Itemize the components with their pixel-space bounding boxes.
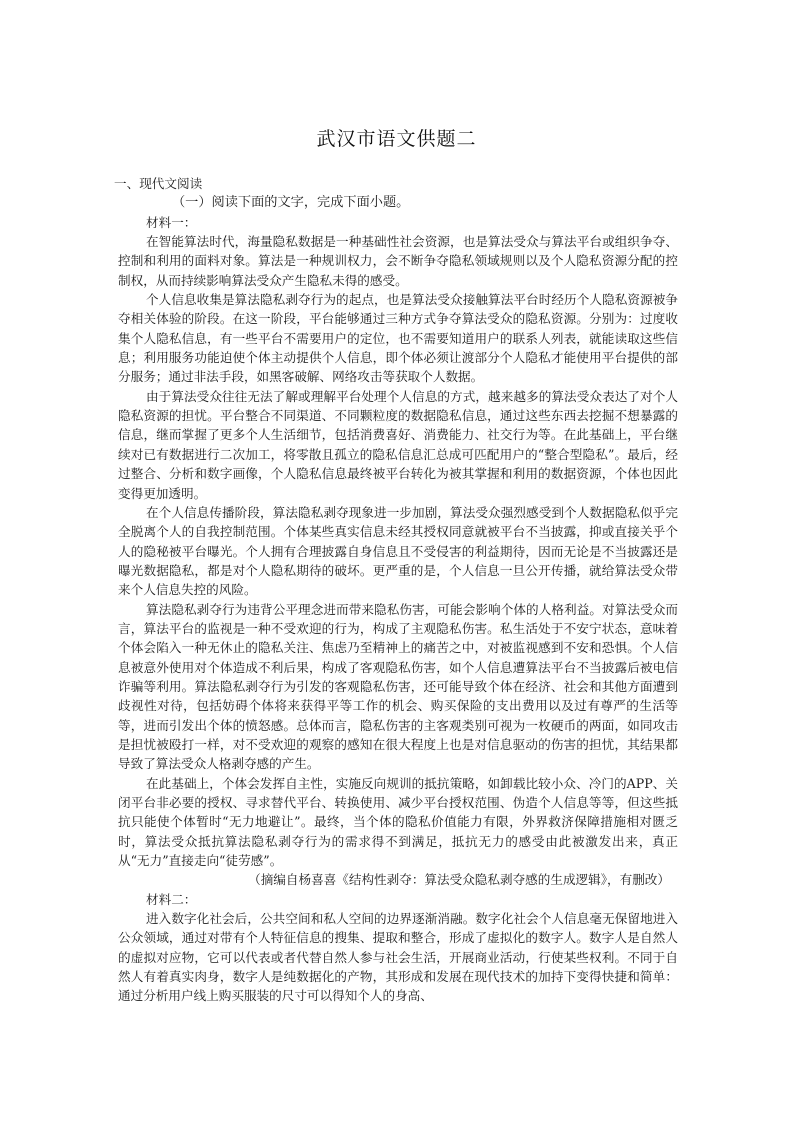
material-two-label: 材料二： [146,891,197,907]
document-body [114,174,678,1006]
material-one-paragraph: 在智能算法时代，海量隐私数据是一种基础性社会资源，也是算法受众与算法平台或组织争夺、控制和利用的面料对象。算法是一种规训权力，会不断争夺隐私领域规则以及个人隐私资源分配的控制权，从而持续影响算法受众产生隐私未得的感受。 [118,234,678,288]
document-title: 武汉市语文供题二 [316,128,477,150]
section-heading-modern-reading: 一、现代文阅读 [114,176,203,191]
material-one-source: （摘编自杨喜喜《结构性剥夺：算法受众隐私剥夺感的生成逻辑》，有删改） [248,872,670,888]
material-one-paragraph: 在此基础上，个体会发挥自主性，实施反向规训的抵抗策略，如卸载比较小众、冷门的APP、关闭平台非必要的授权、寻求替代平台、转换使用、减少平台授权范围、伪造个人信息等等，但这些抵抗只能使个体暂时“无力地避让”。最终，当个体的隐私价值能力有限，外界救济保障措施相对匮乏时，算法受众抵抗算法隐私剥夺行为的需求得不到满足，抵抗无力的感受由此被激发出来，真正从“无力”直接走向“徒劳感”。 [118,775,678,869]
material-one-label: 材料一： [146,214,197,230]
material-one-paragraph: 由于算法受众往往无法了解或理解平台处理个人信息的方式，越来越多的算法受众表达了对个人隐私资源的担忧。平台整合不同渠道、不同颗粒度的数据隐私信息，通过这些东西去挖掘不想暴露的信息，继而掌握了更多个人生活细节，包括消费喜好、消费能力、社交行为等。在此基础上，平台继续对已有数据进行二次加工，将零散且孤立的隐私信息汇总成可匹配用户的“整合型隐私”。最后，经过整合、分析和数字画像，个人隐私信息最终被平台转化为被其掌握和利用的数据资源，个体也因此变得更加透明。 [118,388,678,501]
subsection-heading: （一）阅读下面的文字，完成下面小题。 [172,195,410,211]
material-one-paragraph: 在个人信息传播阶段，算法隐私剥夺现象进一步加剧，算法受众强烈感受到个人数据隐私似乎完全脱离个人的自我控制范围。个体某些真实信息未经其授权同意就被平台不当披露，抑或直接关乎个人的隐秘被平台曝光。个人拥有合理披露自身信息且不受侵害的利益期待，因而无论是不当披露还是曝光数据隐私，都是对个人隐私期待的破坏。更严重的是，个人信息一旦公开传播，就给算法受众带来个人信息失控的风险。 [118,504,678,598]
material-two-paragraph: 进入数字化社会后，公共空间和私人空间的边界逐渐消融。数字化社会个人信息毫无保留地进入公众领域，通过对带有个人特征信息的搜集、提取和整合，形成了虚拟化的数字人。数字人是自然人的虚拟对应物，它可以代表或者代替自然人参与社会生活，开展商业活动，行使某些权利。不同于自然人有着真实肉身，数字人是纯数据化的产物，其形成和发展在现代技术的加持下变得快捷和简单：通过分析用户线上购买服装的尺寸可以得知个人的身高、 [118,911,678,1004]
material-one-paragraph: 个人信息收集是算法隐私剥夺行为的起点，也是算法受众接触算法平台时经历个人隐私资源被争夺相关体验的阶段。在这一阶段，平台能够通过三种方式争夺算法受众的隐私资源。分别为：过度收集个人隐私信息，有一些平台不需要用户的定位，也不需要知道用户的联系人列表，就能读取这些信息；利用服务功能迫使个体主动提供个人信息，即个体必须让渡部分个人隐私才能使用平台提供的部分服务；通过非法手段，如黑客破解、网络攻击等获取个人数据。 [118,292,678,385]
material-one-paragraph: 算法隐私剥夺行为违背公平理念进而带来隐私伤害，可能会影响个体的人格利益。对算法受众而言，算法平台的监视是一种不受欢迎的行为，构成了主观隐私伤害。私生活处于不安宁状态，意味着个体会陷入一种无休止的隐私关注、焦虑乃至精神上的痛苦之中，对被监视感到不安和恐惧。个人信息被意外使用对个体造成不利后果，构成了客观隐私伤害，如个人信息遭算法平台不当披露后被电信诈骗等利用。算法隐私剥夺行为引发的客观隐私伤害，还可能导致个体在经济、社会和其他方面遭到歧视性对待，包括妨碍个体将来获得平等工作的机会、购买保险的支出费用以及过有尊严的生活等等，进而引发出个体的愤怒感。总体而言，隐私伤害的主客观类别可视为一枚硬币的两面，如同攻击是担忧被殴打一样，对不受欢迎的观察的感知在很大程度上也是对信息驱动的伤害的担忧，其结果都导致了算法受众人格剥夺感的产生。 [118,601,678,772]
